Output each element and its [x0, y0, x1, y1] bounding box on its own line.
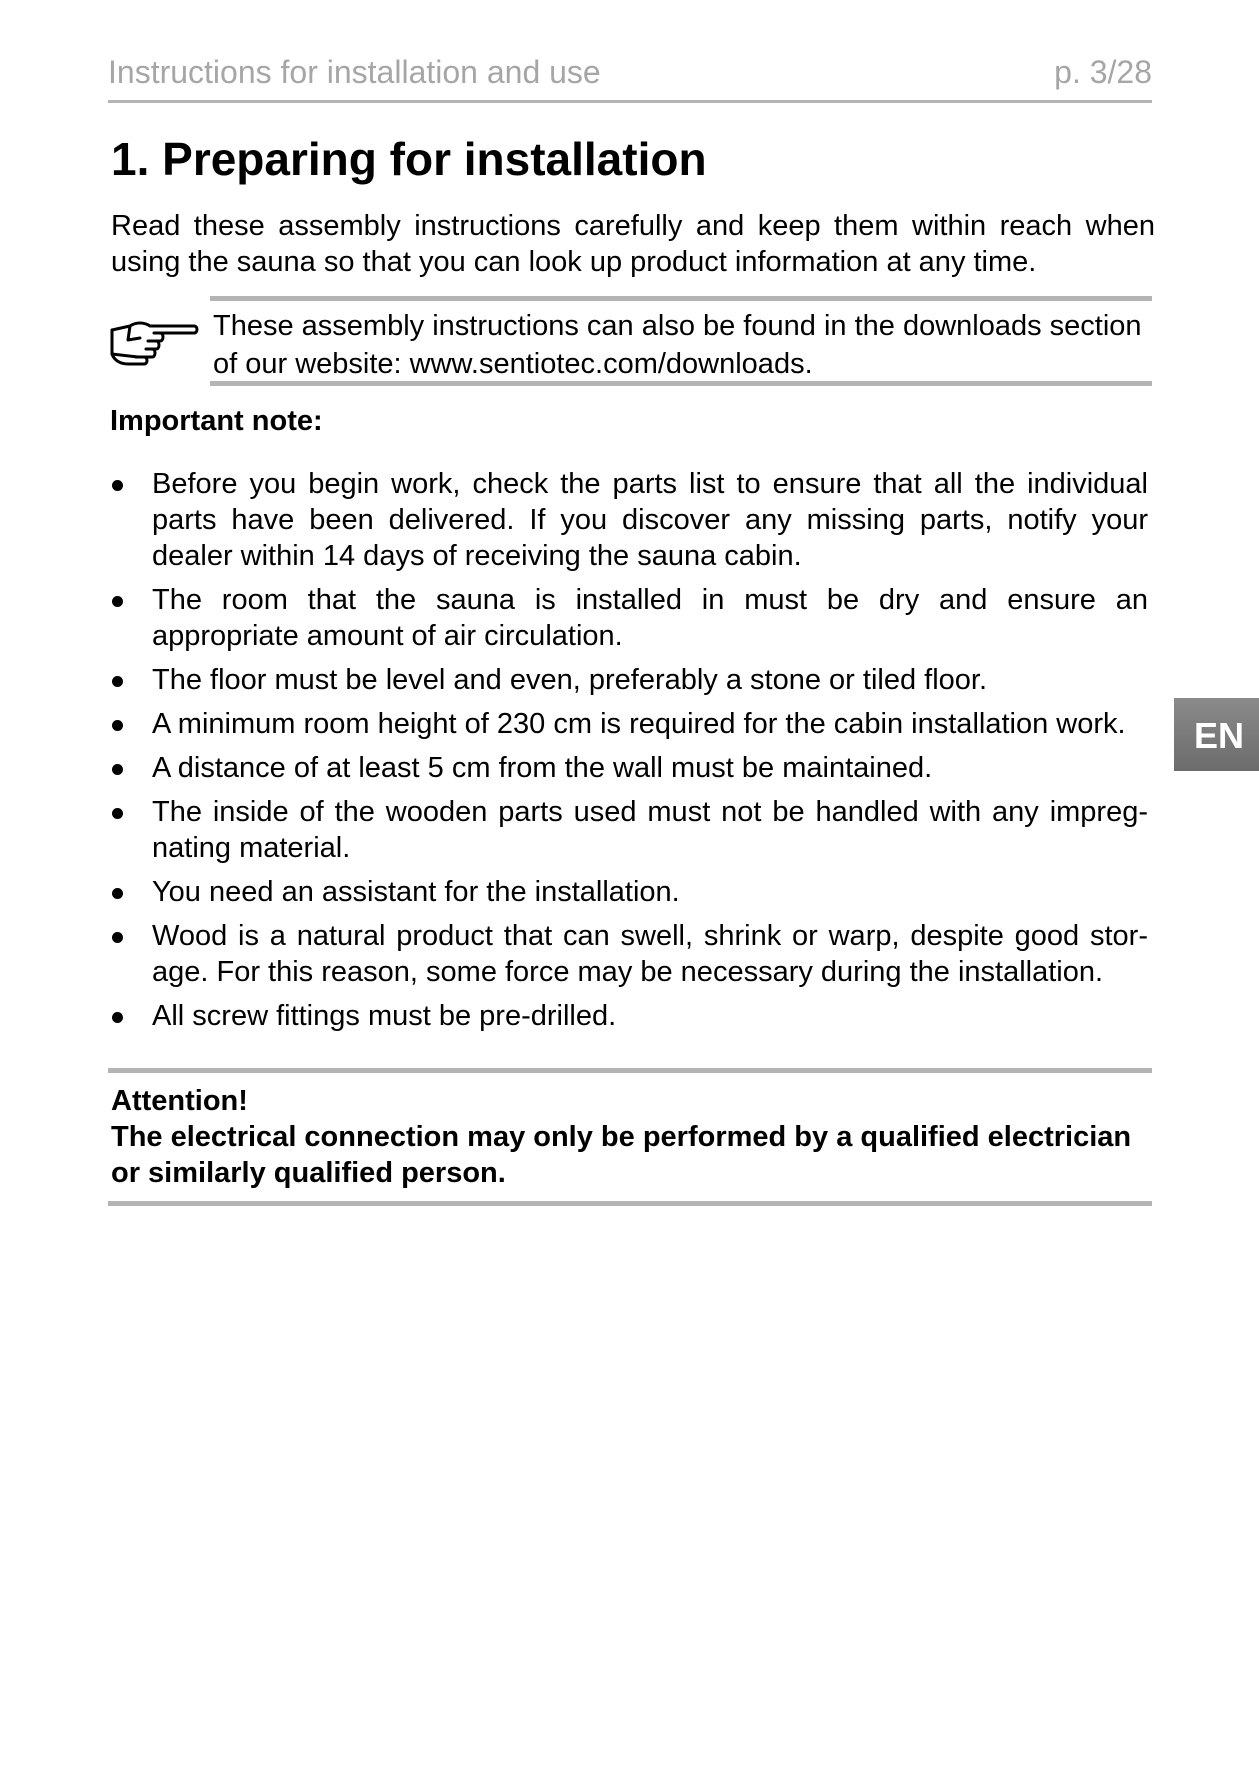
attention-heading: Attention!: [111, 1085, 248, 1117]
bullet-icon: [112, 888, 123, 899]
note-text: These assembly instructions can also be found in the downloads section of our website: www.sentiotec.com/downloads.: [213, 310, 1142, 380]
list-item-text: The floor must be level and even, preferably a stone or tiled floor.: [152, 664, 988, 696]
website-note: [210, 296, 1152, 386]
list-item-text: The inside of the wooden parts used must not be handled with any impreg-nating material.: [152, 796, 1148, 864]
list-item: [108, 466, 1148, 574]
bullet-icon: [112, 932, 123, 943]
bullet-icon: [112, 1012, 123, 1023]
intro-paragraph: Read these assembly instructions carefully and keep them within reach when using the sauna so that you can look up product information at any time.: [111, 210, 1155, 278]
list-item: [108, 582, 1148, 654]
bullet-icon: [112, 808, 123, 819]
list-item-text: A minimum room height of 230 cm is required for the cabin installation work.: [152, 708, 1126, 740]
list-item: [108, 794, 1148, 866]
list-item-text: You need an assistant for the installation.: [152, 876, 680, 908]
pointing-hand-icon: [108, 316, 200, 368]
language-label: EN: [1194, 715, 1245, 756]
attention-text: The electrical connection may only be performed by a qualified electrician or similarly qualified person.: [111, 1121, 1132, 1189]
list-item-text: The room that the sauna is installed in must be dry and ensure an appropriate amount of air circulation.: [152, 584, 1148, 652]
page-header: [108, 52, 1152, 103]
list-item: [108, 706, 1148, 742]
important-notes-list: [108, 466, 1148, 1042]
language-tab: [1174, 698, 1259, 771]
important-note-heading: Important note:: [110, 405, 323, 437]
bullet-icon: [112, 480, 123, 491]
list-item: [108, 874, 1148, 910]
section-title: 1. Preparing for installation: [111, 133, 707, 185]
bullet-icon: [112, 596, 123, 607]
list-item: [108, 918, 1148, 990]
list-item: [108, 662, 1148, 698]
list-item-text: Before you begin work, check the parts list to ensure that all the individual parts have been delivered. If you discover any missing parts, notify your dealer within 14 days of receiving the sauna cabin.: [152, 468, 1148, 572]
attention-box: [108, 1068, 1152, 1206]
list-item-text: All screw fittings must be pre-drilled.: [152, 1000, 617, 1032]
bullet-icon: [112, 676, 123, 687]
list-item-text: A distance of at least 5 cm from the wall must be maintained.: [152, 752, 933, 784]
bullet-icon: [112, 764, 123, 775]
list-item: [108, 998, 1148, 1034]
bullet-icon: [112, 720, 123, 731]
document-title: Instructions for installation and use: [108, 54, 601, 90]
list-item: [108, 750, 1148, 786]
list-item-text: Wood is a natural product that can swell, shrink or warp, despite good stor-age. For this reason, some force may be necessary during the installation.: [152, 920, 1148, 988]
page-number: p. 3/28: [1054, 54, 1152, 90]
